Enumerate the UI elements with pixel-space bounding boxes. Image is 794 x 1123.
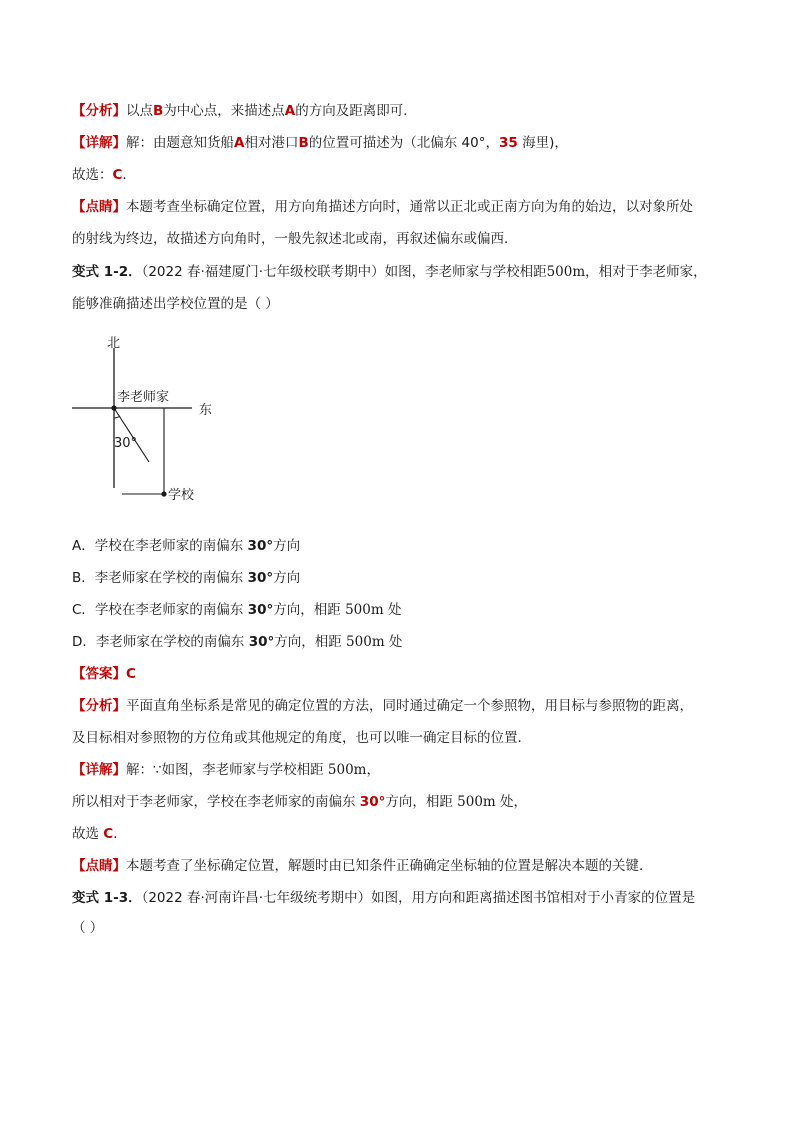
comment-tag: 【点睛】 xyxy=(72,858,126,874)
question-source: （2022 春·福建厦门·七年级校联考期中） xyxy=(141,264,385,280)
angle-arc xyxy=(114,416,120,418)
p2-comment-line: 【点睛】本题考查了坐标确定位置，解题时由已知条件正确确定坐标轴的位置是解决本题的关键． xyxy=(72,858,653,874)
east-label: 东 xyxy=(199,403,213,418)
p3-title-line2: （ ） xyxy=(72,920,104,936)
angle-label: 30° xyxy=(114,436,138,451)
home-point xyxy=(111,405,116,410)
p2-analysis-line2: 及目标相对参照物的方位角或其他规定的角度，也可以唯一确定目标的位置． xyxy=(72,730,531,746)
p3-title-line1: 变式 1-3．（2022 春·河南许昌·七年级统考期中）如图，用方向和距离描述图书馆相对于小青家的位置是 xyxy=(72,890,696,906)
home-label: 李老师家 xyxy=(117,390,170,405)
p1-comment-line2: 的射线为终边，故描述方向角时，一般先叙述北或南，再叙述偏东或偏西． xyxy=(72,231,518,247)
p2-detail-line2: 所以相对于李老师家，学校在李老师家的南偏东 30°方向，相距 500m 处， xyxy=(72,794,528,810)
answer-tag: 【答案】 xyxy=(72,666,126,682)
question-label: 变式 1-2． xyxy=(72,264,142,280)
p2-analysis-line1: 【分析】平面直角坐标系是常见的确定位置的方法，同时通过确定一个参照物，用目标与参照物的距离， xyxy=(72,698,693,714)
question-source: （2022 春·河南许昌·七年级统考期中） xyxy=(141,890,372,906)
p1-analysis-line: 【分析】以点B为中心点，来描述点A的方向及距离即可． xyxy=(72,103,417,119)
school-label: 学校 xyxy=(168,488,195,503)
direction-diagram xyxy=(0,0,794,540)
option-c: C．学校在李老师家的南偏东 30°方向，相距 500m 处 xyxy=(72,602,402,618)
question-label: 变式 1-3． xyxy=(72,890,142,906)
north-label: 北 xyxy=(107,336,121,351)
analysis-tag: 【分析】 xyxy=(72,698,126,714)
p2-answer-line xyxy=(72,665,136,683)
p2-title-line2: 能够准确描述出学校位置的是（ ） xyxy=(72,296,279,312)
p2-choice-line: 故选 C． xyxy=(72,826,127,842)
detail-tag: 【详解】 xyxy=(72,762,126,778)
analysis-tag: 【分析】 xyxy=(72,103,126,119)
p1-comment-line1: 【点睛】本题考查坐标确定位置，用方向角描述方向时，通常以正北或正南方向为角的始边，以对象所处 xyxy=(72,199,693,215)
p2-detail-line1: 【详解】解：∵如图，李老师家与学校相距 500m， xyxy=(72,762,380,778)
p1-detail-line: 【详解】解：由题意知货船A相对港口B的位置可描述为（北偏东 40°，35 海里)， xyxy=(72,135,568,151)
p2-title-line1: 变式 1-2．（2022 春·福建厦门·七年级校联考期中）如图，李老师家与学校相距500m，相对于李老师家， xyxy=(72,264,707,280)
p1-choice-line: 故选：C． xyxy=(72,167,136,183)
option-d: D．李老师家在学校的南偏东 30°方向，相距 500m 处 xyxy=(72,634,403,650)
option-b: B．李老师家在学校的南偏东 30°方向 xyxy=(72,570,301,586)
detail-tag: 【详解】 xyxy=(72,135,126,151)
comment-tag: 【点睛】 xyxy=(72,199,126,215)
school-point xyxy=(161,491,166,496)
answer-value: C xyxy=(126,666,136,682)
option-a: A．学校在李老师家的南偏东 30°方向 xyxy=(72,538,301,554)
